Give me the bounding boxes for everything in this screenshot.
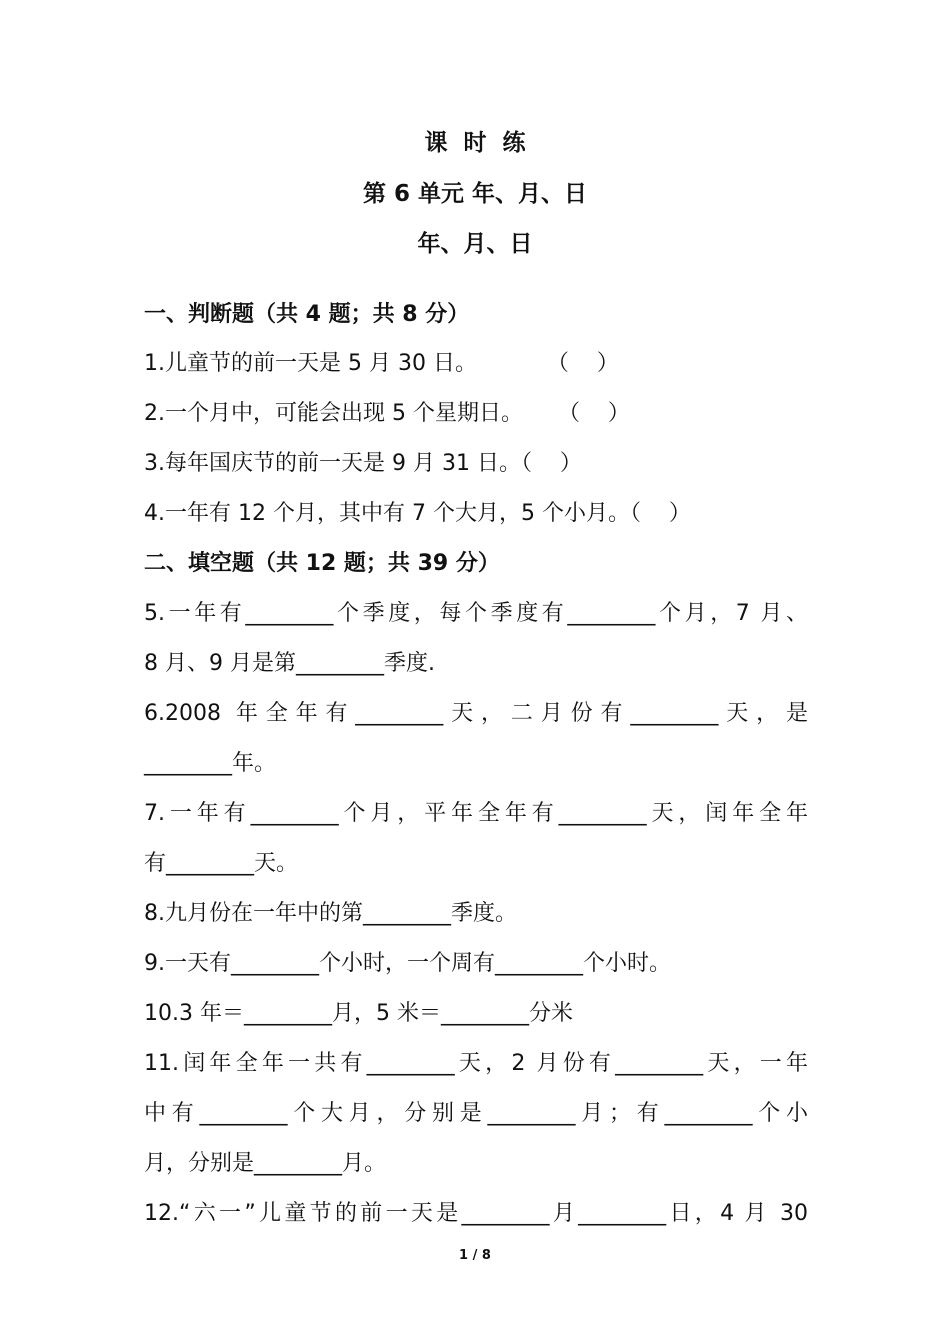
page-title: 课 时 练 (424, 130, 526, 156)
section-heading-judgement: 一、判断题（共 4 题；共 8 分） (144, 302, 470, 327)
question-7-line-2: 有________天。 (144, 851, 299, 876)
question-1: 1.儿童节的前一天是 5 月 30 日。 （ ） (144, 351, 619, 376)
question-11-line-1: 11.闰年全年一共有________天，2 月份有________天，一年 (144, 1051, 808, 1076)
question-3: 3.每年国庆节的前一天是 9 月 31 日。（ ） (144, 451, 582, 476)
question-4: 4.一年有 12 个月，其中有 7 个大月，5 个小月。（ ） (144, 501, 691, 526)
unit-title: 第 6 单元 年、月、日 (362, 181, 588, 207)
question-5-line-2: 8 月、9 月是第________季度. (144, 651, 435, 676)
question-12-line-1: 12.“六一”儿童节的前一天是________月________日，4 月 30 (144, 1201, 808, 1226)
lesson-title: 年、月、日 (417, 231, 533, 257)
question-11-line-3: 月，分别是________月。 (144, 1151, 387, 1176)
question-6-line-2: ________年。 (144, 751, 277, 776)
question-11-line-2: 中有________个大月，分别是________月；有________个小 (144, 1101, 808, 1126)
question-10: 10.3 年＝________月，5 米＝________分米 (144, 1001, 573, 1026)
question-2: 2.一个月中，可能会出现 5 个星期日。 （ ） (144, 401, 630, 426)
section-heading-fill-blank: 二、填空题（共 12 题；共 39 分） (144, 551, 500, 576)
question-5-line-1: 5.一年有________个季度，每个季度有________个月，7 月、 (144, 601, 808, 626)
question-9: 9.一天有________个小时，一个周有________个小时。 (144, 951, 671, 976)
question-7-line-1: 7.一年有________个月，平年全年有________天，闰年全年 (144, 801, 808, 826)
question-6-line-1: 6.2008 年全年有________天，二月份有________天，是 (144, 701, 808, 726)
question-8: 8.九月份在一年中的第________季度。 (144, 901, 517, 926)
page-number: 1 / 8 (459, 1248, 491, 1263)
